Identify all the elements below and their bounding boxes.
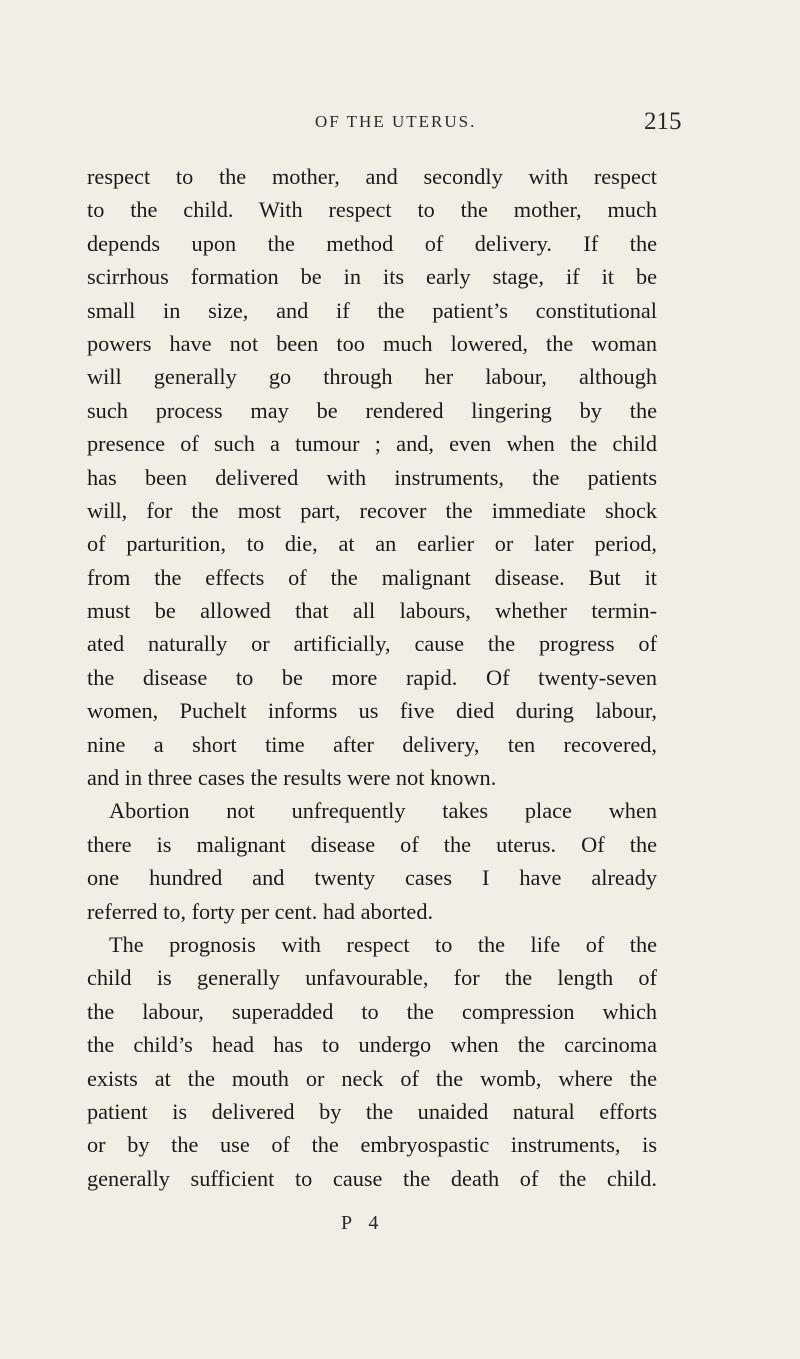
running-head [0, 108, 800, 140]
text-line: or by the use of the embryospastic instruments, is [87, 1132, 657, 1158]
text-line: will, for the most part, recover the immediate shock [87, 497, 657, 523]
text-line: depends upon the method of delivery. If the [87, 230, 657, 256]
text-line: one hundred and twenty cases I have already [87, 865, 657, 891]
text-line: the labour, superadded to the compression which [87, 998, 657, 1024]
text-line: nine a short time after delivery, ten recovered, [87, 731, 657, 757]
text-line: must be allowed that all labours, whether termin- [87, 598, 657, 624]
text-line: The prognosis with respect to the life of the [109, 931, 657, 957]
text-line: patient is delivered by the unaided natural efforts [87, 1098, 657, 1124]
text-line: presence of such a tumour ; and, even when the child [87, 431, 657, 457]
text-line: such process may be rendered lingering by the [87, 397, 657, 423]
text-line: has been delivered with instruments, the patients [87, 464, 657, 490]
text-line: small in size, and if the patient’s constitutional [87, 297, 657, 323]
text-line: referred to, forty per cent. had aborted. [87, 898, 434, 924]
text-line: generally sufficient to cause the death of the child. [87, 1165, 657, 1191]
signature-mark: P 4 [341, 1212, 385, 1234]
text-line: scirrhous formation be in its early stage, if it be [87, 264, 657, 290]
running-title: OF THE UTERUS. [315, 112, 477, 131]
body-text [87, 160, 657, 1195]
text-line: from the effects of the malignant disease. But it [87, 564, 657, 590]
text-line: powers have not been too much lowered, the woman [87, 330, 657, 356]
text-line: ated naturally or artificially, cause the progress of [87, 631, 657, 657]
text-line: the child’s head has to undergo when the carcinoma [87, 1032, 657, 1058]
text-line: the disease to be more rapid. Of twenty-seven [87, 664, 657, 690]
text-line: will generally go through her labour, although [87, 364, 657, 390]
text-line: women, Puchelt informs us five died during labour, [87, 698, 657, 724]
text-line: and in three cases the results were not known. [87, 765, 497, 791]
text-line: of parturition, to die, at an earlier or later period, [87, 531, 657, 557]
text-line: respect to the mother, and secondly with respect [87, 164, 657, 189]
text-line: exists at the mouth or neck of the womb, where the [87, 1065, 657, 1091]
text-line: child is generally unfavourable, for the length of [87, 965, 657, 991]
text-line: there is malignant disease of the uterus. Of the [87, 831, 657, 857]
text-line: Abortion not unfrequently takes place when [109, 798, 657, 824]
text-line: to the child. With respect to the mother, much [87, 197, 657, 223]
page-number: 215 [644, 108, 682, 135]
